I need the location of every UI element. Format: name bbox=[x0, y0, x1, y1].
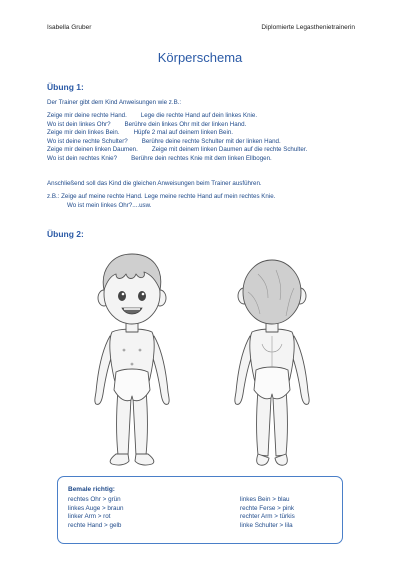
coloring-item: linkes Bein > blau bbox=[240, 496, 290, 503]
coloring-item: linker Arm > rot bbox=[68, 513, 111, 521]
coloring-item: rechter Arm > türkis bbox=[240, 513, 295, 521]
uebung-1-example bbox=[47, 193, 275, 210]
instruction-line: Wo ist dein rechtes Knie? Berühre dein rechtes Knie mit dem linken Ellbogen. bbox=[47, 154, 272, 162]
coloring-item: linkes Auge > braun bbox=[68, 504, 124, 512]
coloring-instructions-box bbox=[57, 476, 343, 544]
child-front-illustration bbox=[78, 240, 186, 472]
instruction-line: Zeige mir deinen linken Daumen. Zeige mit deinem linken Daumen auf die rechte Schulter. bbox=[47, 146, 308, 154]
coloring-item: rechte Ferse > pink bbox=[240, 504, 295, 512]
example-line-2: Wo ist mein linkes Ohr?....usw. bbox=[67, 201, 152, 209]
heading-uebung-2: Übung 2: bbox=[47, 229, 84, 239]
header-role: Diplomierte Legasthenietrainerin bbox=[261, 24, 355, 31]
coloring-list-left bbox=[68, 496, 124, 530]
uebung-1-instructions bbox=[47, 112, 307, 164]
coloring-item: rechte Hand > gelb bbox=[68, 521, 122, 529]
header-author: Isabella Gruber bbox=[47, 24, 92, 31]
uebung-1-after: Anschließend soll das Kind die gleichen Anweisungen beim Trainer ausführen. bbox=[47, 180, 262, 187]
child-back-illustration bbox=[218, 240, 326, 472]
heading-uebung-1: Übung 1: bbox=[47, 82, 84, 92]
instruction-line: Wo ist deine rechte Schulter? Berühre deine rechte Schulter mit der linken Hand. bbox=[47, 137, 281, 145]
instruction-line: Zeige mir dein linkes Bein. Hüpfe 2 mal auf deinem linken Bein. bbox=[47, 129, 233, 137]
page-title: Körperschema bbox=[157, 50, 243, 65]
coloring-list-right bbox=[240, 496, 295, 530]
coloring-item: linke Schulter > lila bbox=[240, 521, 293, 529]
coloring-item: rechtes Ohr > grün bbox=[68, 496, 121, 503]
instruction-line: Zeige mir deine rechte Hand. Lege die rechte Hand auf dein linkes Knie. bbox=[47, 112, 258, 119]
example-line-1: z.B.: Zeige auf meine rechte Hand. Lege meine rechte Hand auf mein rechtes Knie. bbox=[47, 193, 276, 200]
coloring-box-title: Bemale richtig: bbox=[68, 486, 115, 493]
uebung-1-intro: Der Trainer gibt dem Kind Anweisungen wie z.B.: bbox=[47, 99, 182, 106]
instruction-line: Wo ist dein linkes Ohr? Berühre dein linkes Ohr mit der linken Hand. bbox=[47, 120, 247, 128]
